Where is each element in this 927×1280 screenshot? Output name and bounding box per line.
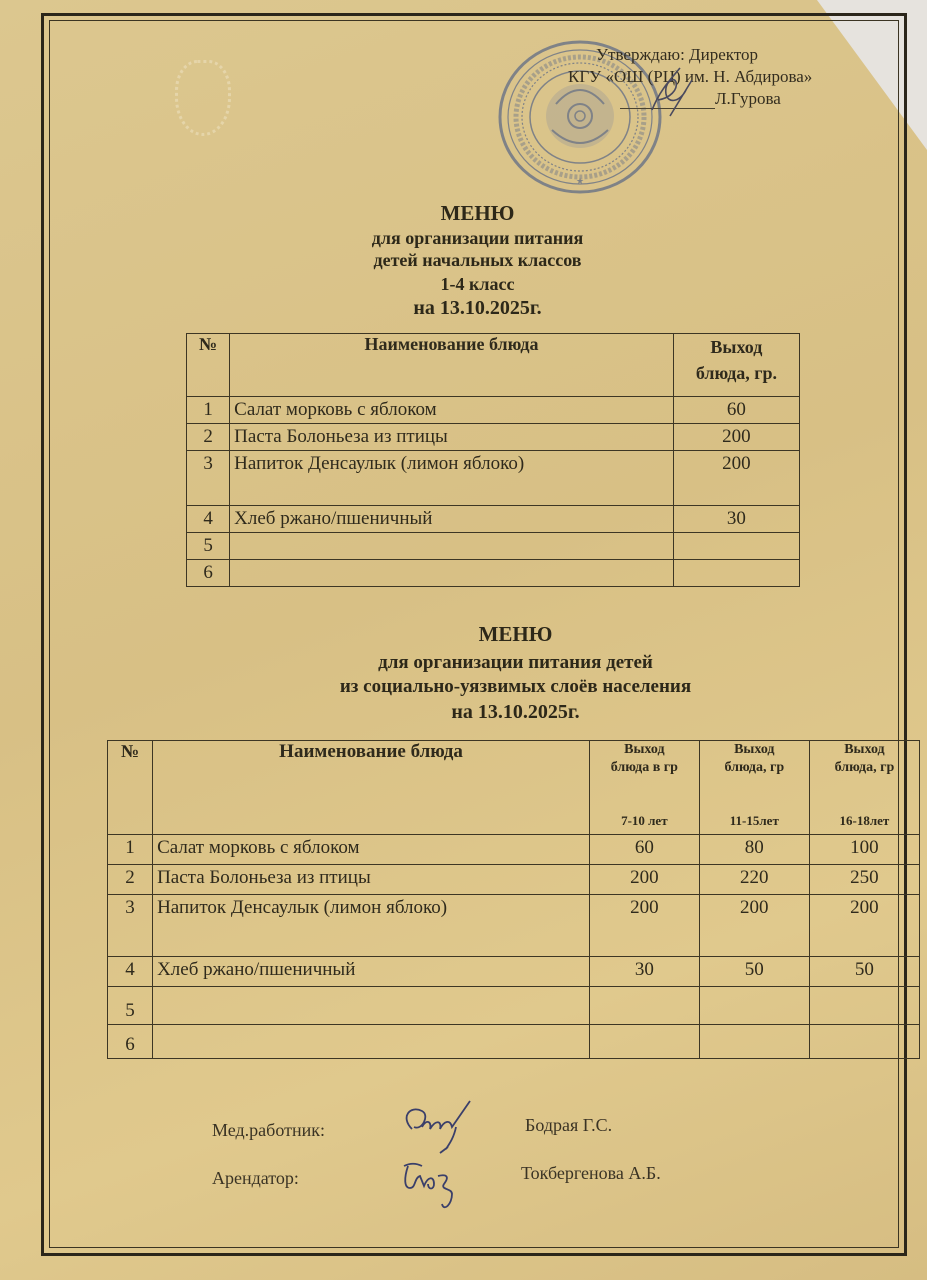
- menu2-table: [107, 740, 920, 1059]
- row-dish-name: [230, 560, 674, 587]
- approval-line-1: Утверждаю: Директор: [596, 45, 759, 64]
- menu1-date: на 13.10.2025г.: [413, 297, 542, 319]
- header-num: №: [108, 741, 153, 835]
- table-row: [187, 560, 800, 587]
- table-row: [108, 957, 920, 987]
- header-output-11-15: [699, 741, 809, 835]
- header-output-16-18: [809, 741, 919, 835]
- row-dish-name: Салат морковь с яблоком: [230, 397, 674, 424]
- menu1-title: МЕНЮ: [440, 201, 515, 225]
- table-row: [108, 895, 920, 957]
- row-num: 5: [187, 533, 230, 560]
- row-output-11-15: 80: [699, 835, 809, 865]
- header-output-line2: блюда, гр: [724, 760, 785, 775]
- header-output-line1: Выход: [624, 742, 665, 757]
- row-dish-name: [153, 1025, 590, 1059]
- approval-line-3: Л.Гурова: [715, 89, 781, 108]
- menu1-table: [186, 333, 800, 587]
- menu1-subtitle-3: 1-4 класс: [440, 274, 515, 294]
- table-row: [187, 533, 800, 560]
- row-dish-name: Напиток Денсаулык (лимон яблоко): [153, 895, 590, 957]
- row-num: 6: [108, 1025, 153, 1059]
- row-output-7-10: 30: [589, 957, 699, 987]
- row-num: 4: [108, 957, 153, 987]
- row-dish-name: Хлеб ржано/пшеничный: [230, 506, 674, 533]
- menu2-title: МЕНЮ: [478, 622, 553, 646]
- row-output-7-10: 200: [589, 895, 699, 957]
- row-output-11-15: [699, 987, 809, 1025]
- row-output: 30: [673, 506, 799, 533]
- water-stain: [175, 60, 231, 136]
- table-header-row: [187, 334, 800, 397]
- row-dish-name: Салат морковь с яблоком: [153, 835, 590, 865]
- row-output-7-10: 60: [589, 835, 699, 865]
- row-output-11-15: 220: [699, 865, 809, 895]
- row-output-7-10: 200: [589, 865, 699, 895]
- tenant-name: Токбергенова А.Б.: [521, 1163, 661, 1183]
- row-dish-name: Паста Болоньеза из птицы: [230, 424, 674, 451]
- table-row: [108, 987, 920, 1025]
- header-age-range: 16-18лет: [839, 813, 890, 828]
- table-row: [187, 397, 800, 424]
- row-num: 2: [187, 424, 230, 451]
- row-output-16-18: 250: [809, 865, 919, 895]
- table-header-row: [108, 741, 920, 835]
- table-row: [187, 424, 800, 451]
- header-dish-name: Наименование блюда: [153, 741, 590, 835]
- header-output-line2: блюда в гр: [610, 760, 678, 775]
- row-dish-name: Хлеб ржано/пшеничный: [153, 957, 590, 987]
- row-output-11-15: 200: [699, 895, 809, 957]
- row-dish-name: Паста Болоньеза из птицы: [153, 865, 590, 895]
- header-num: №: [187, 334, 230, 397]
- approval-line-2: КГУ «ОШ (РЦ) им. Н. Абдирова»: [568, 67, 813, 86]
- table-row: [108, 835, 920, 865]
- menu2-subtitle-1: для организации питания детей: [378, 652, 653, 673]
- header-age-range: 11-15лет: [729, 813, 779, 828]
- svg-text:★: ★: [575, 177, 585, 187]
- row-output-16-18: 200: [809, 895, 919, 957]
- row-num: 6: [187, 560, 230, 587]
- row-output-11-15: 50: [699, 957, 809, 987]
- row-output-16-18: [809, 1025, 919, 1059]
- row-output: [673, 533, 799, 560]
- row-output: 200: [673, 451, 799, 506]
- table-row: [108, 865, 920, 895]
- row-num: 5: [108, 987, 153, 1025]
- row-dish-name: [153, 987, 590, 1025]
- row-output: 200: [673, 424, 799, 451]
- header-output-line2: блюда, гр.: [695, 363, 777, 383]
- table-row: [187, 506, 800, 533]
- medical-worker-signature-icon: [392, 1097, 482, 1157]
- row-num: 1: [187, 397, 230, 424]
- row-output-16-18: [809, 987, 919, 1025]
- medical-worker-label: Мед.работник:: [212, 1120, 325, 1140]
- row-dish-name: Напиток Денсаулык (лимон яблоко): [230, 451, 674, 506]
- row-num: 2: [108, 865, 153, 895]
- menu1-subtitle-1: для организации питания: [371, 228, 584, 248]
- director-signature-icon: [640, 60, 710, 120]
- header-output-line1: Выход: [734, 742, 775, 757]
- medical-worker-name: Бодрая Г.С.: [525, 1115, 613, 1135]
- row-output-7-10: [589, 987, 699, 1025]
- menu1-subtitle-2: детей начальных классов: [373, 250, 582, 270]
- row-dish-name: [230, 533, 674, 560]
- menu2-date: на 13.10.2025г.: [451, 701, 580, 723]
- row-num: 1: [108, 835, 153, 865]
- header-age-range: 7-10 лет: [621, 813, 668, 828]
- tenant-label: Арендатор:: [212, 1168, 299, 1188]
- row-output-16-18: 100: [809, 835, 919, 865]
- row-num: 3: [187, 451, 230, 506]
- header-output-7-10: [589, 741, 699, 835]
- table-row: [187, 451, 800, 506]
- row-num: 3: [108, 895, 153, 957]
- header-output: [673, 334, 799, 397]
- header-output-line1: Выход: [844, 742, 885, 757]
- table-row: [108, 1025, 920, 1059]
- tenant-signature-icon: [398, 1158, 468, 1218]
- header-dish-name: Наименование блюда: [230, 334, 674, 397]
- row-output-11-15: [699, 1025, 809, 1059]
- row-output: 60: [673, 397, 799, 424]
- header-output-line1: Выход: [710, 337, 763, 357]
- row-output: [673, 560, 799, 587]
- row-output-16-18: 50: [809, 957, 919, 987]
- header-output-line2: блюда, гр: [834, 760, 895, 775]
- row-output-7-10: [589, 1025, 699, 1059]
- row-num: 4: [187, 506, 230, 533]
- menu2-subtitle-2: из социально-уязвимых слоёв населения: [339, 676, 692, 697]
